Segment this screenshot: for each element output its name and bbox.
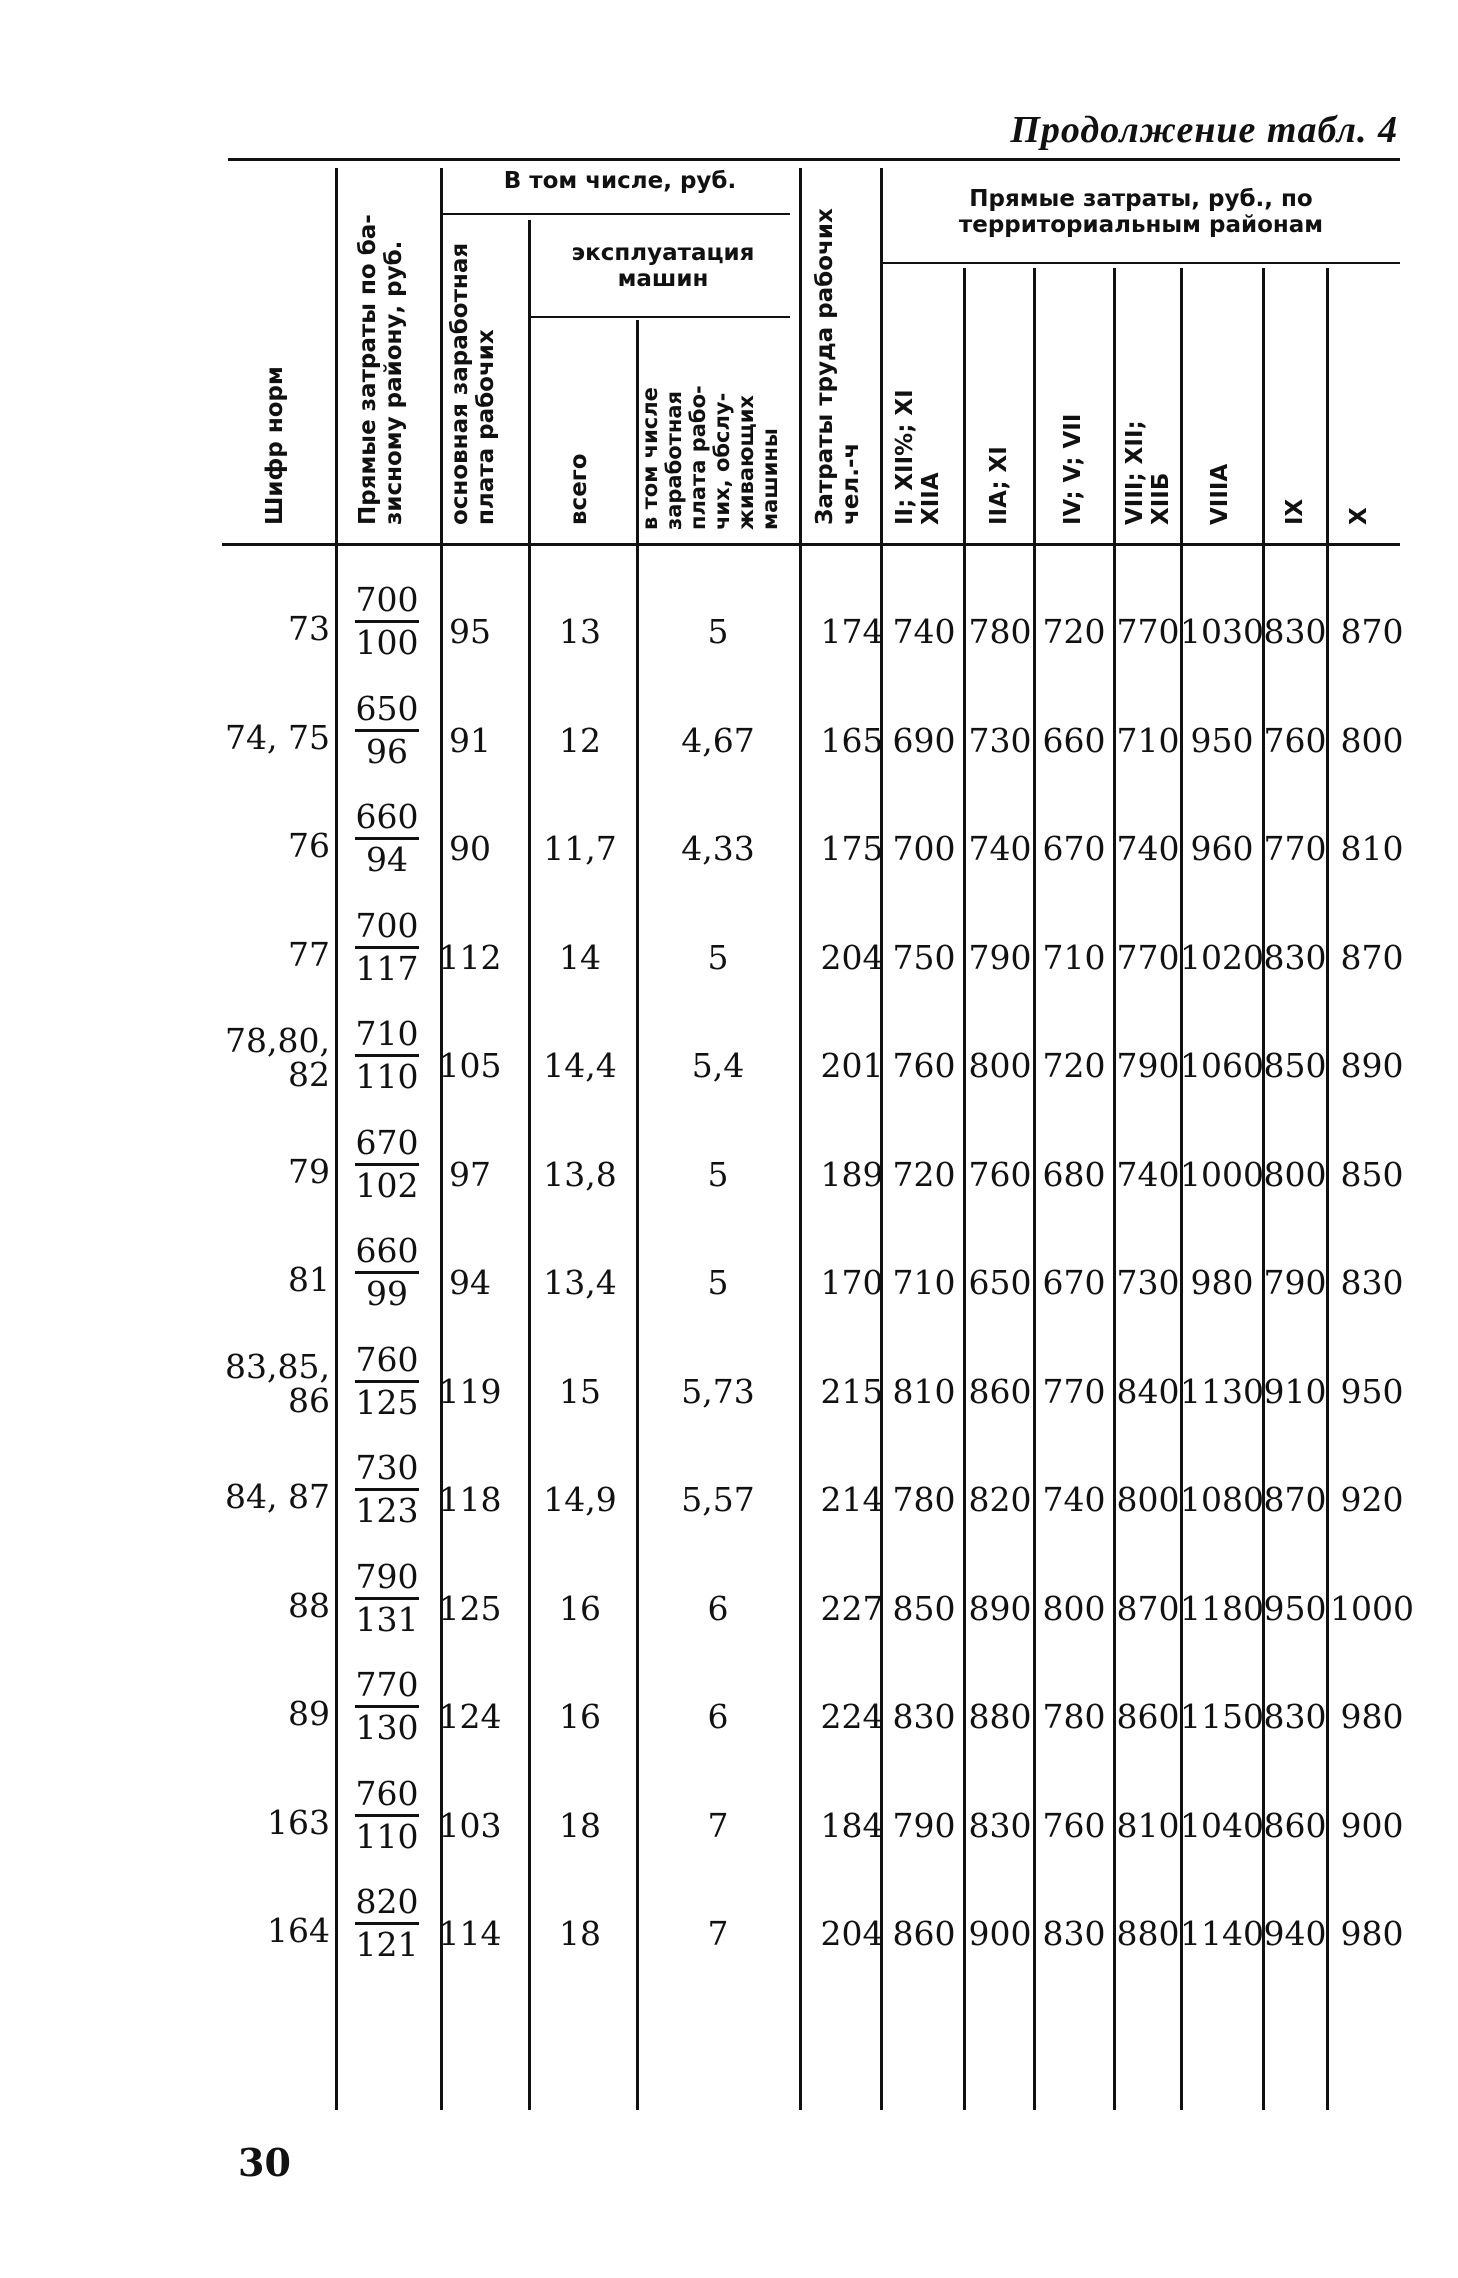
labor-value: 175 <box>820 829 884 868</box>
machines-total-value: 13 <box>559 612 601 651</box>
region-1-value: 700 <box>892 829 956 868</box>
header-region-5: VIIIA <box>1207 463 1233 525</box>
machines-total-value: 14,4 <box>543 1046 617 1085</box>
region-5-value: 1060 <box>1180 1046 1264 1085</box>
region-5-value: 950 <box>1190 720 1254 760</box>
region-5-value: 1150 <box>1180 1697 1264 1736</box>
region-7-value: 810 <box>1340 829 1404 868</box>
direct-cost-subvalue: 123 <box>355 1491 419 1530</box>
direct-cost-subvalue: 100 <box>355 623 419 662</box>
wage-value: 94 <box>449 1263 491 1302</box>
wage-value: 124 <box>438 1697 502 1736</box>
wage-value: 118 <box>438 1480 502 1519</box>
region-7-value: 920 <box>1340 1480 1404 1519</box>
labor-value: 201 <box>820 1046 884 1085</box>
region-6-value: 800 <box>1263 1154 1327 1194</box>
region-6-value: 830 <box>1263 1697 1327 1736</box>
header-labor: Затраты труда рабочих чел.-ч <box>812 208 864 525</box>
direct-cost-subvalue: 99 <box>366 1274 408 1313</box>
direct-cost-subvalue: 117 <box>355 948 419 988</box>
machines-wage-value: 7 <box>707 1914 729 1953</box>
regions-group-rule <box>882 262 1400 264</box>
region-7-value: 980 <box>1340 1697 1404 1736</box>
region-4-value: 840 <box>1116 1371 1180 1411</box>
header-wage: основная заработная плата рабочих <box>447 242 499 525</box>
direct-cost-fraction <box>347 1339 427 1422</box>
region-6-value: 870 <box>1263 1480 1327 1519</box>
machines-wage-value: 5 <box>707 937 729 977</box>
regions-group-header: Прямые затраты, руб., по территориальным районам <box>958 186 1324 238</box>
wage-value: 91 <box>449 720 491 760</box>
region-3-value: 770 <box>1042 1371 1106 1411</box>
region-3-value: 780 <box>1042 1697 1106 1736</box>
machines-wage-value: 5 <box>707 612 729 651</box>
direct-cost-fraction <box>347 1450 427 1529</box>
region-1-value: 690 <box>892 720 956 760</box>
region-1-value: 810 <box>892 1371 956 1411</box>
region-3-value: 800 <box>1042 1588 1106 1628</box>
region-1-value: 850 <box>892 1588 956 1628</box>
header-region-3: IV; V; VII <box>1060 413 1086 525</box>
region-1-value: 830 <box>892 1697 956 1736</box>
machines-total-value: 18 <box>559 1805 601 1845</box>
row-code: 74, 75 <box>225 717 330 757</box>
direct-cost-subvalue: 102 <box>355 1165 419 1205</box>
direct-cost-subvalue: 110 <box>355 1057 419 1096</box>
region-5-value: 1000 <box>1180 1154 1264 1194</box>
col-rule-5 <box>799 168 802 2110</box>
incl-group-header: В том числе, руб. <box>503 168 737 194</box>
direct-cost-subvalue: 96 <box>366 731 408 771</box>
machines-wage-value: 5,73 <box>681 1371 755 1411</box>
header-region-7: X <box>1346 507 1372 525</box>
header-code: Шифр норм <box>262 366 288 525</box>
header-machines-total: всего <box>566 453 592 525</box>
region-1-value: 790 <box>892 1805 956 1845</box>
region-2-value: 800 <box>968 1046 1032 1085</box>
region-3-value: 660 <box>1042 720 1106 760</box>
wage-value: 114 <box>438 1914 502 1953</box>
header-region-1: II; XII%; XI XIIA <box>892 389 944 525</box>
region-2-value: 790 <box>968 937 1032 977</box>
region-1-value: 780 <box>892 1480 956 1519</box>
header-machines-wage: в том числе заработная плата рабо- чих, обслу- живающих машины <box>638 385 782 530</box>
row-code: 79 <box>288 1151 330 1191</box>
machines-total-value: 11,7 <box>543 829 617 868</box>
direct-cost-fraction <box>347 1233 427 1312</box>
direct-cost-fraction <box>347 1556 427 1639</box>
region-4-value: 770 <box>1116 937 1180 977</box>
labor-value: 214 <box>820 1480 884 1519</box>
header-region-6: IX <box>1282 498 1308 525</box>
direct-cost-fraction <box>347 1667 427 1746</box>
region-2-value: 860 <box>968 1371 1032 1411</box>
region-7-value: 830 <box>1340 1263 1404 1302</box>
row-code: 164 <box>267 1911 330 1950</box>
labor-value: 215 <box>820 1371 884 1411</box>
wage-value: 105 <box>438 1046 502 1085</box>
direct-cost-value: 700 <box>355 905 419 945</box>
machines-wage-value: 7 <box>707 1805 729 1845</box>
header-bottom-rule <box>222 543 1400 546</box>
direct-cost-value: 770 <box>355 1665 419 1704</box>
region-6-value: 850 <box>1263 1046 1327 1085</box>
labor-value: 204 <box>820 1914 884 1953</box>
machines-wage-value: 5 <box>707 1154 729 1194</box>
machines-total-value: 13,4 <box>543 1263 617 1302</box>
direct-cost-value: 820 <box>355 1882 419 1921</box>
row-code: 81 <box>288 1260 330 1299</box>
region-6-value: 790 <box>1263 1263 1327 1302</box>
direct-cost-value: 790 <box>355 1556 419 1596</box>
labor-value: 170 <box>820 1263 884 1302</box>
region-4-value: 790 <box>1116 1046 1180 1085</box>
region-5-value: 1080 <box>1180 1480 1264 1519</box>
direct-cost-subvalue: 131 <box>355 1599 419 1639</box>
labor-value: 224 <box>820 1697 884 1736</box>
col-rule-1 <box>335 168 338 2110</box>
region-6-value: 830 <box>1263 612 1327 651</box>
region-3-value: 760 <box>1042 1805 1106 1845</box>
region-3-value: 720 <box>1042 612 1106 651</box>
page-number: 30 <box>238 2140 291 2185</box>
region-6-value: 950 <box>1263 1588 1327 1628</box>
region-1-value: 750 <box>892 937 956 977</box>
direct-cost-fraction <box>347 799 427 878</box>
machines-wage-value: 6 <box>707 1697 729 1736</box>
labor-value: 184 <box>820 1805 884 1845</box>
region-4-value: 730 <box>1116 1263 1180 1302</box>
machines-wage-value: 4,67 <box>681 720 755 760</box>
direct-cost-fraction <box>347 1884 427 1963</box>
wage-value: 119 <box>438 1371 502 1411</box>
region-4-value: 710 <box>1116 720 1180 760</box>
region-6-value: 830 <box>1263 937 1327 977</box>
table-caption: Продолжение табл. 4 <box>1010 109 1398 151</box>
region-7-value: 890 <box>1340 1046 1404 1085</box>
direct-cost-value: 660 <box>355 1231 419 1270</box>
region-2-value: 820 <box>968 1480 1032 1519</box>
region-6-value: 940 <box>1263 1914 1327 1953</box>
direct-cost-value: 760 <box>355 1339 419 1379</box>
region-5-value: 980 <box>1190 1263 1254 1302</box>
region-2-value: 880 <box>968 1697 1032 1736</box>
machines-wage-value: 4,33 <box>681 829 755 868</box>
machines-group-header: эксплуатация машин <box>571 240 755 292</box>
region-4-value: 870 <box>1116 1588 1180 1628</box>
region-2-value: 760 <box>968 1154 1032 1194</box>
region-7-value: 950 <box>1340 1371 1404 1411</box>
direct-cost-fraction <box>347 688 427 771</box>
wage-value: 90 <box>449 829 491 868</box>
region-7-value: 870 <box>1340 937 1404 977</box>
machines-total-value: 14 <box>559 937 601 977</box>
direct-cost-subvalue: 125 <box>355 1382 419 1422</box>
col-rule-4 <box>636 320 639 2110</box>
labor-value: 204 <box>820 937 884 977</box>
direct-cost-subvalue: 110 <box>355 1816 419 1856</box>
header-region-2: IIA; XI <box>986 446 1012 525</box>
region-2-value: 890 <box>968 1588 1032 1628</box>
row-code: 89 <box>288 1694 330 1733</box>
region-7-value: 980 <box>1340 1914 1404 1953</box>
region-4-value: 740 <box>1116 1154 1180 1194</box>
machines-total-value: 15 <box>559 1371 601 1411</box>
direct-cost-fraction <box>347 1016 427 1095</box>
region-4-value: 800 <box>1116 1480 1180 1519</box>
region-5-value: 1180 <box>1180 1588 1264 1628</box>
region-5-value: 1020 <box>1180 937 1264 977</box>
machines-wage-value: 5 <box>707 1263 729 1302</box>
region-4-value: 740 <box>1116 829 1180 868</box>
row-code: 88 <box>288 1585 330 1625</box>
direct-cost-value: 700 <box>355 580 419 619</box>
wage-value: 125 <box>438 1588 502 1628</box>
direct-cost-value: 730 <box>355 1448 419 1487</box>
labor-value: 174 <box>820 612 884 651</box>
wage-value: 97 <box>449 1154 491 1194</box>
region-2-value: 830 <box>968 1805 1032 1845</box>
direct-cost-value: 670 <box>355 1122 419 1162</box>
region-6-value: 760 <box>1263 720 1327 760</box>
region-3-value: 740 <box>1042 1480 1106 1519</box>
col-rule-3 <box>528 220 531 2110</box>
region-7-value: 900 <box>1340 1805 1404 1845</box>
machines-wage-value: 5,57 <box>681 1480 755 1519</box>
region-2-value: 780 <box>968 612 1032 651</box>
labor-value: 227 <box>820 1588 884 1628</box>
direct-cost-subvalue: 121 <box>355 1925 419 1964</box>
machines-total-value: 16 <box>559 1697 601 1736</box>
row-code: 77 <box>288 934 330 974</box>
region-4-value: 810 <box>1116 1805 1180 1845</box>
region-7-value: 850 <box>1340 1154 1404 1194</box>
direct-cost-fraction <box>347 905 427 988</box>
region-6-value: 860 <box>1263 1805 1327 1845</box>
region-1-value: 860 <box>892 1914 956 1953</box>
region-1-value: 710 <box>892 1263 956 1302</box>
row-code: 83,85, 86 <box>225 1346 330 1420</box>
direct-cost-subvalue: 94 <box>366 840 408 879</box>
machines-total-value: 18 <box>559 1914 601 1953</box>
header-region-4: VIII; XII; XIIБ <box>1122 420 1174 525</box>
region-3-value: 680 <box>1042 1154 1106 1194</box>
region-4-value: 880 <box>1116 1914 1180 1953</box>
region-5-value: 1040 <box>1180 1805 1264 1845</box>
region-3-value: 670 <box>1042 829 1106 868</box>
machines-total-value: 12 <box>559 720 601 760</box>
region-3-value: 830 <box>1042 1914 1106 1953</box>
direct-cost-value: 710 <box>355 1014 419 1053</box>
direct-cost-subvalue: 130 <box>355 1708 419 1747</box>
region-6-value: 770 <box>1263 829 1327 868</box>
table-top-rule <box>228 158 1400 161</box>
machines-wage-value: 5,4 <box>691 1046 745 1085</box>
row-code: 76 <box>288 826 330 865</box>
row-code: 73 <box>288 609 330 648</box>
region-2-value: 650 <box>968 1263 1032 1302</box>
region-6-value: 910 <box>1263 1371 1327 1411</box>
row-code: 78,80, 82 <box>225 1021 330 1094</box>
machines-wage-value: 6 <box>707 1588 729 1628</box>
row-code: 84, 87 <box>225 1477 330 1516</box>
region-1-value: 760 <box>892 1046 956 1085</box>
region-5-value: 1130 <box>1180 1371 1264 1411</box>
region-7-value: 1000 <box>1330 1588 1414 1628</box>
header-direct-base: Прямые затраты по ба- зисному району, руб. <box>355 214 407 525</box>
machines-total-value: 13,8 <box>543 1154 617 1194</box>
region-7-value: 870 <box>1340 612 1404 651</box>
region-5-value: 1140 <box>1180 1914 1264 1953</box>
direct-cost-value: 760 <box>355 1773 419 1813</box>
direct-cost-value: 660 <box>355 797 419 836</box>
direct-cost-fraction <box>347 582 427 661</box>
labor-value: 165 <box>820 720 884 760</box>
region-3-value: 670 <box>1042 1263 1106 1302</box>
row-code: 163 <box>267 1802 330 1842</box>
region-2-value: 900 <box>968 1914 1032 1953</box>
region-3-value: 720 <box>1042 1046 1106 1085</box>
direct-cost-fraction <box>347 1122 427 1205</box>
region-3-value: 710 <box>1042 937 1106 977</box>
region-2-value: 730 <box>968 720 1032 760</box>
region-7-value: 800 <box>1340 720 1404 760</box>
region-4-value: 860 <box>1116 1697 1180 1736</box>
wage-value: 103 <box>438 1805 502 1845</box>
region-4-value: 770 <box>1116 612 1180 651</box>
machines-total-value: 14,9 <box>543 1480 617 1519</box>
machines-group-rule <box>528 316 790 318</box>
region-5-value: 960 <box>1190 829 1254 868</box>
direct-cost-value: 650 <box>355 688 419 728</box>
wage-value: 112 <box>438 937 502 977</box>
region-1-value: 740 <box>892 612 956 651</box>
direct-cost-fraction <box>347 1773 427 1856</box>
wage-value: 95 <box>449 612 491 651</box>
region-5-value: 1030 <box>1180 612 1264 651</box>
machines-total-value: 16 <box>559 1588 601 1628</box>
labor-value: 189 <box>820 1154 884 1194</box>
region-2-value: 740 <box>968 829 1032 868</box>
incl-group-rule <box>440 213 790 215</box>
region-1-value: 720 <box>892 1154 956 1194</box>
